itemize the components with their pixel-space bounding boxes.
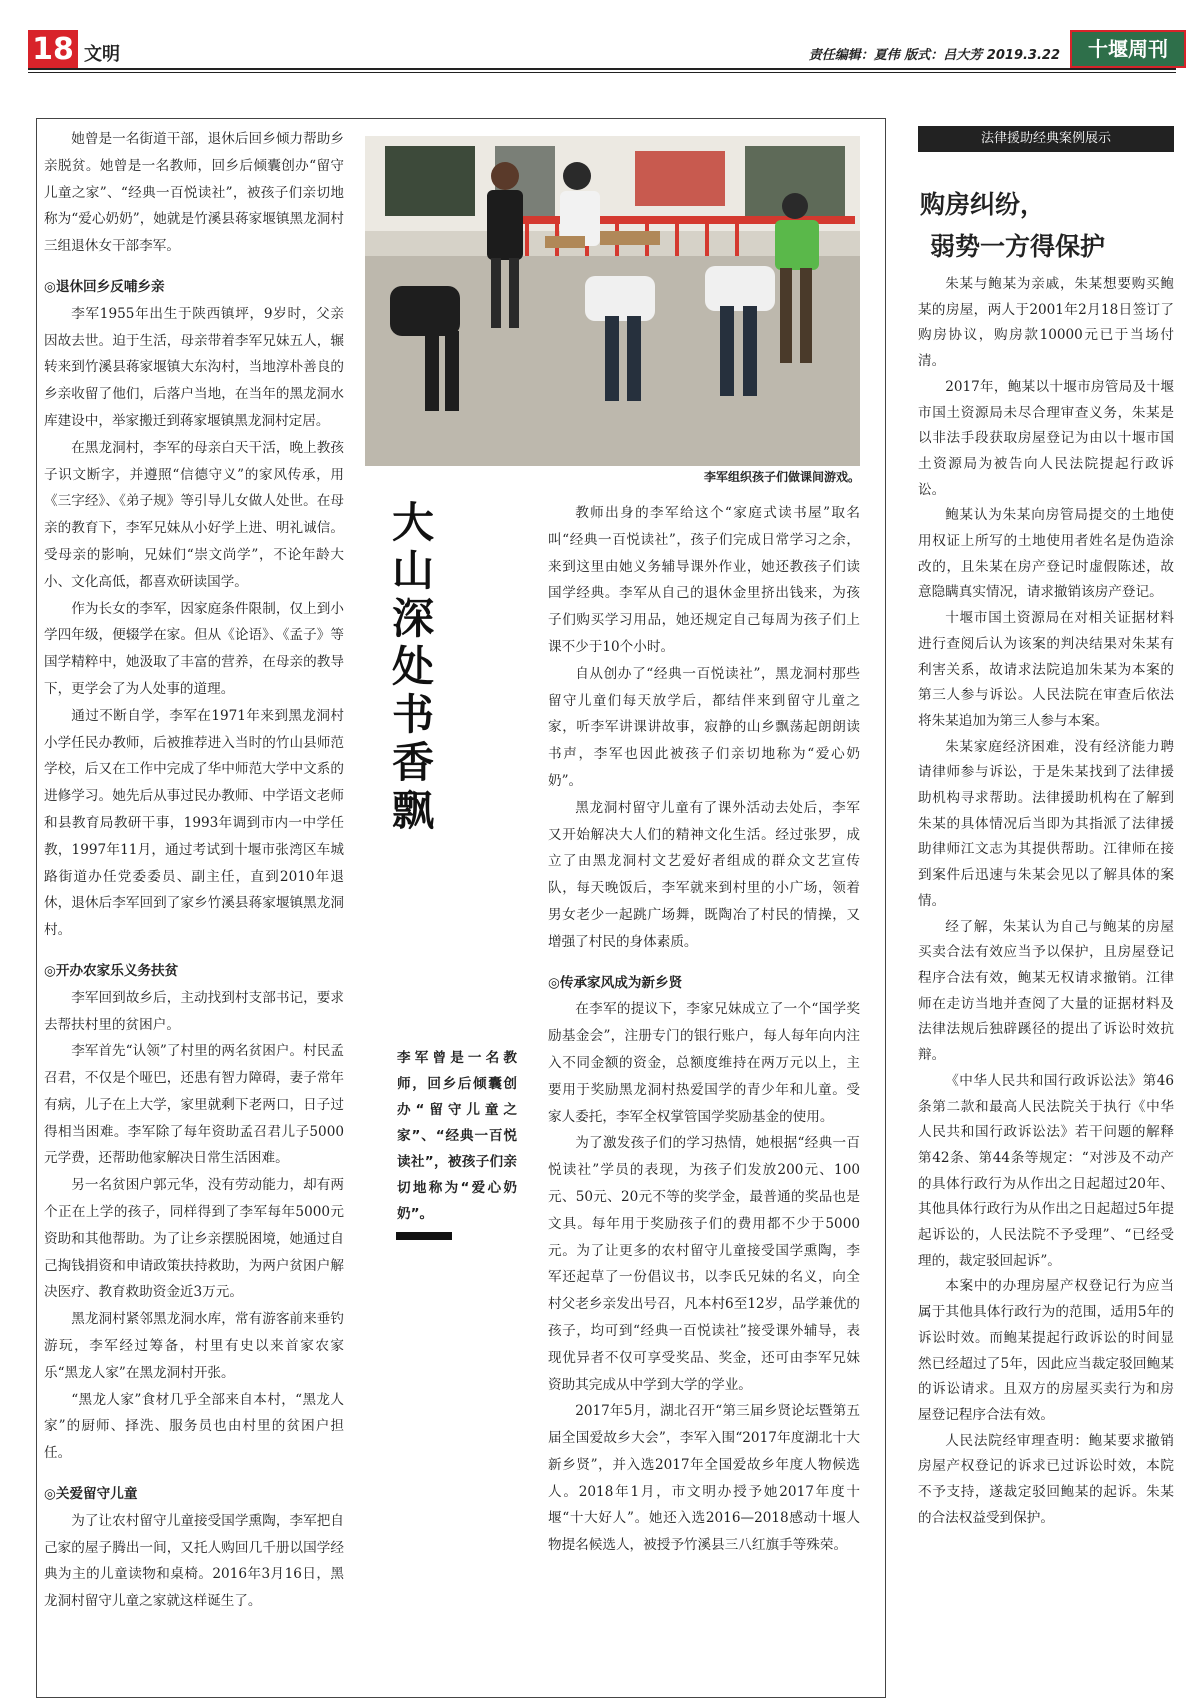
article-paragraph: 自从创办了“经典一百悦读社”，黑龙洞村那些留守儿童们每天放学后，都结伴来到留守儿童之家，听李军讲课讲故事，寂静的山乡飘荡起朗朗读书声，李军也因此被孩子们亲切地称为“爱心奶奶”。	[548, 665, 860, 789]
sidebar-paragraph: 2017年，鲍某以十堰市房管局及十堰市国土资源局未尽合理审查义务，朱某是以非法手段获取房屋登记为由以十堰市国土资源局为被告向人民法院提起行政诉讼。	[918, 378, 1174, 498]
sidebar-paragraph: 鲍某认为朱某向房管局提交的土地使用权证上所写的土地使用者姓名是伪造涂改的，且朱某在房产登记时虚假陈述，故意隐瞒真实情况，请求撤销该房产登记。	[918, 507, 1174, 601]
sidebar-title-line1: 购房纠纷，	[920, 190, 1046, 219]
editor-credits: 责任编辑：夏伟 版式：吕大芳 2019.3.22	[808, 48, 1060, 63]
sidebar-banner: 法律援助经典案例展示	[918, 126, 1174, 152]
article-paragraph: 李军首先“认领”了村里的两名贫困户。村民孟召君，不仅是个哑巴，还患有智力障碍，妻子常年有病，儿子在上大学，家里就剩下老两口，日子过得相当困难。李军除了每年资助孟召君儿子5000元学费，还帮助他家解决日常生活困难。	[44, 1043, 344, 1167]
article-title: 大山深处书香飘	[386, 500, 435, 836]
article-paragraph: 李军1955年出生于陕西镇坪，9岁时，父亲因故去世。迫于生活，母亲带着李军兄妹五人，辗转来到竹溪县蒋家堰镇大东沟村，当地淳朴善良的乡亲收留了他们，后落户当地，在当年的黑龙洞水库建设中，举家搬迁到蒋家堰镇黑龙洞村定居。	[44, 305, 344, 429]
sidebar-paragraph: 《中华人民共和国行政诉讼法》第46条第二款和最高人民法院关于执行《中华人民共和国行政诉讼法》若干问题的解释第42条、第44条等规定：“对涉及不动产的具体行政行为从作出之日起超过20年、其他具体行政行为从作出之日起超过5年提起诉讼的，人民法院不予受理”、“已经受理的，裁定驳回起诉”。	[918, 1072, 1174, 1269]
header-rule	[28, 68, 1176, 70]
article-paragraph: 黑龙洞村紧邻黑龙洞水库，常有游客前来垂钓游玩，李军经过筹备，村里有史以来首家农家乐“黑龙人家”在黑龙洞村开张。	[44, 1311, 344, 1381]
section-heading: ◎传承家风成为新乡贤	[548, 974, 683, 991]
sidebar-body	[918, 272, 1174, 1531]
photo-caption: 李军组织孩子们做课间游戏。	[703, 470, 860, 484]
article-paragraph: 教师出身的李军给这个“家庭式读书屋”取名叫“经典一百悦读社”，孩子们完成日常学习之余，来到这里由她义务辅导课外作业，她还教孩子们读国学经典。李军从自己的退休金里挤出钱来，为孩子们购买学习用品，她还规定自己每周为孩子们上课不少于10个小时。	[548, 505, 860, 655]
pull-quote: 李军曾是一名教师，回乡后倾囊创办“留守儿童之家”、“经典一百悦读社”，被孩子们亲切地称为“爱心奶奶”。	[397, 1050, 517, 1222]
article-paragraph: 2017年5月，湖北召开“第三届乡贤论坛暨第五届全国爱故乡大会”，李军入围“2017年度湖北十大新乡贤”，并入选2017年全国爱故乡年度人物候选人。2018年1月，市文明办授予她2017年度十堰“十大好人”。她还入选2016—2018感动十堰人物提名候选人，被授予竹溪县三八红旗手等殊荣。	[548, 1403, 860, 1554]
article-paragraph: 为了让农村留守儿童接受国学熏陶，李军把自己家的屋子腾出一间，又托人购回几千册以国学经典为主的儿童读物和桌椅。2016年3月16日，黑龙洞村留守儿童之家就这样诞生了。	[44, 1512, 344, 1610]
children-playing-photo	[365, 136, 860, 466]
article-photo	[365, 136, 860, 466]
header-rule-thin	[28, 72, 1176, 73]
article-column-right	[548, 500, 860, 1559]
article-column-left	[44, 126, 344, 1615]
page-number: 18	[28, 30, 78, 70]
pull-quote-bar	[396, 1232, 452, 1240]
sidebar-title-line2: 弱势一方得保护	[930, 232, 1106, 261]
sidebar-title	[920, 184, 1170, 268]
article-paragraph: 李军回到故乡后，主动找到村支部书记，要求去帮扶村里的贫困户。	[44, 989, 344, 1033]
newspaper-brand: 十堰周刊	[1070, 30, 1186, 68]
sidebar-paragraph: 朱某与鲍某为亲戚，朱某想要购买鲍某的房屋，两人于2001年2月18日签订了购房协议，购房款10000元已于当场付清。	[918, 276, 1174, 370]
sidebar-paragraph: 朱某家庭经济困难，没有经济能力聘请律师参与诉讼，于是朱某找到了法律援助机构寻求帮助。法律援助机构在了解到朱某的具体情况后当即为其指派了法律援助律师江文志为其提供帮助。江律师在接到案件后迅速与朱某会见以了解具体的案情。	[918, 738, 1174, 909]
article-paragraph: 为了激发孩子们的学习热情，她根据“经典一百悦读社”学员的表现，为孩子们发放200元、100元、50元、20元不等的奖学金，最普通的奖品也是文具。每年用于奖励孩子们的费用都不少于5000元。为了让更多的农村留守儿童接受国学熏陶，李军还起草了一份倡议书，以李氏兄妹的名义，向全村父老乡亲发出号召，凡本村6至12岁，品学兼优的孩子，均可到“经典一百悦读社”接受课外辅导，表现优异者不仅可享受奖品、奖金，还可由李军兄妹资助其完成从中学到大学的学业。	[548, 1135, 860, 1393]
article-paragraph: 在黑龙洞村，李军的母亲白天干活，晚上教孩子识文断字，并遵照“信德守义”的家风传承，用《三字经》、《弟子规》等引导儿女做人处世。在母亲的教育下，李军兄妹从小好学上进、明礼诚信。受母亲的影响，兄妹们“崇文尚学”，不论年龄大小、文化高低，都喜欢研读国学。	[44, 439, 344, 590]
article-paragraph: 黑龙洞村留守儿童有了课外活动去处后，李军又开始解决大人们的精神文化生活。经过张罗，成立了由黑龙洞村文艺爱好者组成的群众文艺宣传队，每天晚饭后，李军就来到村里的小广场，领着男女老少一起跳广场舞，既陶冶了村民的情操，又增强了村民的身体素质。	[548, 799, 860, 950]
article-paragraph: 通过不断自学，李军在1971年来到黑龙洞村小学任民办教师，后被推荐进入当时的竹山县师范学校，后又在工作中完成了华中师范大学中文系的进修学习。她先后从事过民办教师、中学语文老师和县教育局教研干事，1993年调到市内一中学任教，1997年11月，通过考试到十堰市张湾区车城路街道办任党委委员、副主任，直到2010年退休，退休后李军回到了家乡竹溪县蒋家堰镇黑龙洞村。	[44, 707, 344, 939]
sidebar-paragraph: 十堰市国土资源局在对相关证据材料进行查阅后认为该案的判决结果对朱某有利害关系，故请求法院追加朱某为本案的第三人参与诉讼。人民法院在审查后依法将朱某追加为第三人参与本案。	[918, 610, 1174, 729]
article-lead: 她曾是一名街道干部，退休后回乡倾力帮助乡亲脱贫。她曾是一名教师，回乡后倾囊创办“留守儿童之家”、“经典一百悦读社”，被孩子们亲切地称为“爱心奶奶”，她就是竹溪县蒋家堰镇黑龙洞村三组退休女干部李军。	[44, 131, 344, 255]
article-paragraph: 在李军的提议下，李家兄妹成立了一个“国学奖励基金会”，注册专门的银行账户，每人每年向内注入不同金额的资金，总额度维持在两万元以上，主要用于奖励黑龙洞村热爱国学的青少年和儿童。受家人委托，李军全权掌管国学奖励基金的使用。	[548, 1001, 860, 1125]
sidebar-paragraph: 经了解，朱某认为自己与鲍某的房屋买卖合法有效应当予以保护，且房屋登记程序合法有效，鲍某无权请求撤销。江律师在走访当地并查阅了大量的证据材料及法律法规后独辟蹊径的提出了诉讼时效抗辩。	[918, 918, 1174, 1064]
article-paragraph: 作为长女的李军，因家庭条件限制，仅上到小学四年级，便辍学在家。但从《论语》、《孟子》等国学精粹中，她汲取了丰富的营养，在母亲的教导下，更学会了为人处事的道理。	[44, 600, 344, 697]
article-paragraph: “黑龙人家”食材几乎全部来自本村，“黑龙人家”的厨师、择洗、服务员也由村里的贫困户担任。	[44, 1391, 344, 1462]
section-heading: ◎关爱留守儿童	[44, 1486, 138, 1503]
section-heading: ◎开办农家乐义务扶贫	[44, 962, 179, 979]
sidebar-paragraph: 本案中的办理房屋产权登记行为应当属于其他具体行政行为的范围，适用5年的诉讼时效。而鲍某提起行政诉讼的时间显然已经超过了5年，因此应当裁定驳回鲍某的诉讼请求。且双方的房屋买卖行为和房屋登记程序合法有效。	[918, 1278, 1174, 1423]
section-heading: ◎退休回乡反哺乡亲	[44, 278, 165, 295]
section-name: 文明	[84, 44, 120, 65]
sidebar-paragraph: 人民法院经审理查明：鲍某要求撤销房屋产权登记的诉求已过诉讼时效，本院不予支持，遂裁定驳回鲍某的起诉。朱某的合法权益受到保护。	[918, 1432, 1174, 1526]
article-paragraph: 另一名贫困户郭元华，没有劳动能力，却有两个正在上学的孩子，同样得到了李军每年5000元资助和其他帮助。为了让乡亲摆脱困境，她通过自己掏钱捐资和申请政策扶持救助，为两户贫困户解决医疗、教育救助资金近3万元。	[44, 1177, 344, 1301]
